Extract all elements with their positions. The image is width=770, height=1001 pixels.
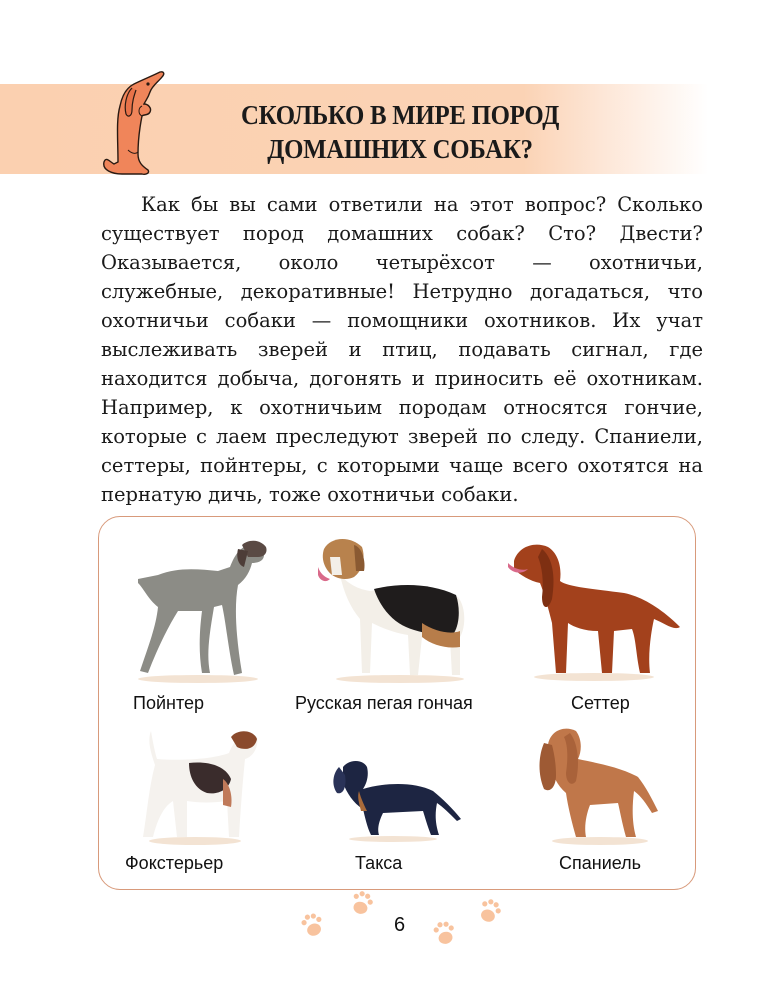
- body-paragraph: Как бы вы сами ответили на этот вопрос? Сколько существует пород домашних собак? Сто? Двести? Оказывается, около четырёхсот — охотничьи, служебные, декоративные! Нетрудно догадаться, что охотничьи собаки — помощники охотников. Их учат выслеживать зверей и птиц, подавать сигнал, где находится добыча, догонять и приносить её охотникам. Например, к охотничьим породам относятся гончие, которые с лаем преследуют зверей по следу. Спаниели, сеттеры, пойнтеры, с которыми чаще всего охотятся на пернатую дичь, тоже охотничьи собаки.: [101, 193, 703, 506]
- russian-piebald-hound-dog-image: [310, 527, 480, 687]
- gallery-item-russian-piebald-hound: [295, 527, 495, 713]
- breed-label: Пойнтер: [133, 693, 205, 713]
- gallery-item-spaniel: [519, 723, 679, 873]
- breed-label: Спаниель: [559, 853, 642, 873]
- gallery-item-fox-terrier: [103, 723, 293, 873]
- pointer-dog-image: [118, 527, 278, 687]
- dachshund-dog-image: [323, 753, 463, 843]
- breed-label: Русская пегая гончая: [295, 693, 473, 713]
- breed-label: Сеттер: [571, 693, 630, 713]
- paw-icon: [299, 910, 326, 938]
- page-title-line-1: СКОЛЬКО В МИРЕ ПОРОД: [240, 100, 560, 130]
- body-text: [101, 190, 703, 509]
- page-title: [207, 98, 593, 166]
- paw-icon: [350, 889, 375, 916]
- paw-prints-decoration: [0, 880, 770, 960]
- breed-label: Такса: [355, 853, 403, 873]
- gallery-item-setter: [499, 527, 689, 713]
- spaniel-dog-image: [534, 723, 664, 847]
- setter-dog-image: [504, 527, 684, 687]
- page-number: 6: [394, 914, 406, 936]
- page-title-line-2: ДОМАШНИХ СОБАК?: [267, 134, 533, 164]
- dachshund-mascot-icon: [92, 70, 172, 176]
- fox-terrier-dog-image: [133, 723, 263, 847]
- breed-label: Фокстерьер: [125, 853, 224, 873]
- dog-breeds-gallery: [98, 516, 696, 890]
- gallery-item-dachshund: [313, 753, 473, 873]
- gallery-item-pointer: [103, 527, 293, 713]
- paw-icon: [432, 919, 457, 946]
- paw-icon: [477, 897, 504, 925]
